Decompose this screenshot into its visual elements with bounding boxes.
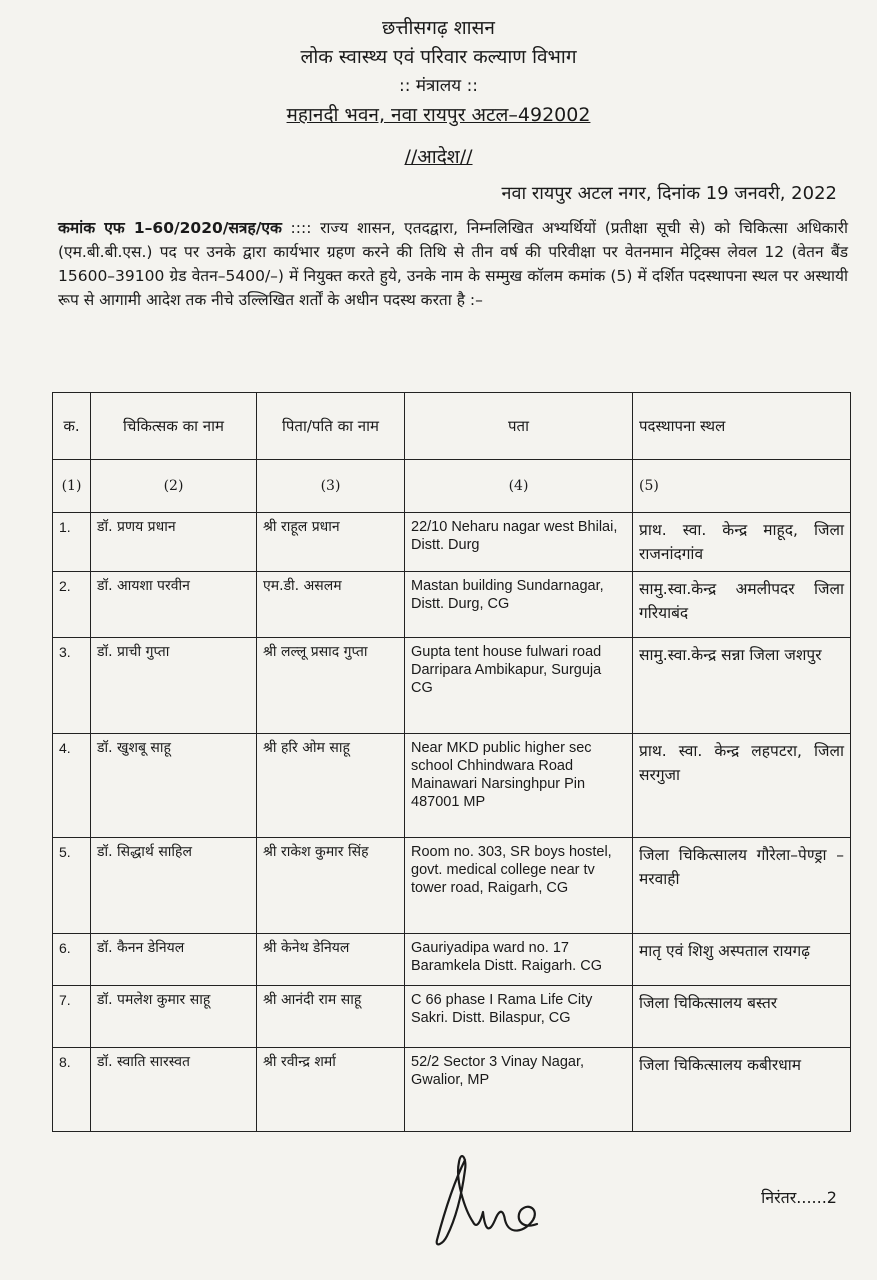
address-cell: Gauriyadipa ward no. 17 Baramkela Distt. Raigarh. CG xyxy=(405,934,633,986)
serial-number-cell: 6. xyxy=(53,934,91,986)
address-cell: Room no. 303, SR boys hostel, govt. medical college near tv tower road, Raigarh, CG xyxy=(405,838,633,934)
column-header: पता xyxy=(405,393,633,460)
address-cell: 22/10 Neharu nagar west Bhilai, Distt. Durg xyxy=(405,513,633,572)
doctor-name-cell: डॉ. कैनन डेनियल xyxy=(91,934,257,986)
address-cell: 52/2 Sector 3 Vinay Nagar, Gwalior, MP xyxy=(405,1048,633,1132)
parent-name-cell: श्री रवीन्द्र शर्मा xyxy=(257,1048,405,1132)
address-cell: Mastan building Sundarnagar, Distt. Durg, CG xyxy=(405,572,633,638)
order-dateline: नवा रायपुर अटल नगर, दिनांक 19 जनवरी, 2022 xyxy=(501,183,837,204)
parent-name-cell: श्री राहूल प्रधान xyxy=(257,513,405,572)
continued-note: निरंतर......2 xyxy=(761,1188,837,1207)
column-number: (2) xyxy=(91,460,257,513)
posting-place-cell: सामु.स्वा.केन्द्र अमलीपदर जिला गरियाबंद xyxy=(633,572,851,638)
order-number: कमांक एफ 1–60/2020/सत्रह/एक xyxy=(58,219,282,237)
doctor-name-cell: डॉ. खुशबू साहू xyxy=(91,734,257,838)
column-number: (4) xyxy=(405,460,633,513)
table-row xyxy=(53,638,851,734)
table-row xyxy=(53,934,851,986)
table-row xyxy=(53,572,851,638)
column-header: क. xyxy=(53,393,91,460)
serial-number-cell: 2. xyxy=(53,572,91,638)
parent-name-cell: एम.डी. असलम xyxy=(257,572,405,638)
parent-name-cell: श्री हरि ओम साहू xyxy=(257,734,405,838)
table-header-row xyxy=(53,393,851,460)
column-header: पिता/पति का नाम xyxy=(257,393,405,460)
table-row xyxy=(53,1048,851,1132)
posting-place-cell: जिला चिकित्सालय बस्तर xyxy=(633,986,851,1048)
doctor-name-cell: डॉ. प्राची गुप्ता xyxy=(91,638,257,734)
column-number-row xyxy=(53,460,851,513)
doctor-name-cell: डॉ. स्वाति सारस्वत xyxy=(91,1048,257,1132)
parent-name-cell: श्री आनंदी राम साहू xyxy=(257,986,405,1048)
posting-place-cell: प्राथ. स्वा. केन्द्र माहूद, जिला राजनांदगांव xyxy=(633,513,851,572)
table-row xyxy=(53,513,851,572)
posting-place-cell: सामु.स्वा.केन्द्र सन्ना जिला जशपुर xyxy=(633,638,851,734)
table-row xyxy=(53,838,851,934)
serial-number-cell: 1. xyxy=(53,513,91,572)
signature xyxy=(425,1140,545,1260)
posting-place-cell: जिला चिकित्सालय कबीरधाम xyxy=(633,1048,851,1132)
serial-number-cell: 4. xyxy=(53,734,91,838)
order-text: :::: राज्य शासन, एतदद्वारा, निम्नलिखित अभ्यर्थियों (प्रतीक्षा सूची से) को चिकित्सा अधिकारी (एम.बी.बी.एस.) पद पर उनके द्वारा कार्यभार ग्रहण करने की तिथि से तीन वर्ष की परिवीक्षा पर वेतनमान मेट्रिक्स लेवल 12 (वेतन बैंड 15600–39100 ग्रेड वेतन–5400/–) में नियुक्त करते हुये, उनके नाम के सम्मुख कॉलम कमांक (5) में दर्शित पदस्थापना स्थल पर अस्थायी रूप से आगामी आदेश तक नीचे उल्लिखित शर्तों के अधीन पदस्थ करता है :– xyxy=(58,219,849,309)
address-cell: Gupta tent house fulwari road Darripara Ambikapur, Surguja CG xyxy=(405,638,633,734)
department-heading: लोक स्वास्थ्य एवं परिवार कल्याण विभाग xyxy=(300,46,577,68)
parent-name-cell: श्री राकेश कुमार सिंह xyxy=(257,838,405,934)
column-header: पदस्थापना स्थल xyxy=(633,393,851,460)
serial-number-cell: 8. xyxy=(53,1048,91,1132)
doctor-name-cell: डॉ. प्रणय प्रधान xyxy=(91,513,257,572)
posting-place-cell: जिला चिकित्सालय गौरेला–पेण्ड्रा –मरवाही xyxy=(633,838,851,934)
order-title: //आदेश// xyxy=(404,146,473,168)
parent-name-cell: श्री लल्लू प्रसाद गुप्ता xyxy=(257,638,405,734)
table-row xyxy=(53,734,851,838)
serial-number-cell: 7. xyxy=(53,986,91,1048)
doctor-name-cell: डॉ. सिद्धार्थ साहिल xyxy=(91,838,257,934)
address-cell: C 66 phase I Rama Life City Sakri. Distt. Bilaspur, CG xyxy=(405,986,633,1048)
table-row xyxy=(53,986,851,1048)
ministry-heading: :: मंत्रालय :: xyxy=(398,76,479,96)
column-number: (5) xyxy=(633,460,851,513)
posting-place-cell: मातृ एवं शिशु अस्पताल रायगढ़ xyxy=(633,934,851,986)
column-header: चिकित्सक का नाम xyxy=(91,393,257,460)
column-number: (3) xyxy=(257,460,405,513)
appointment-table xyxy=(52,392,851,1132)
address-cell: Near MKD public higher sec school Chhindwara Road Mainawari Narsinghpur Pin 487001 MP xyxy=(405,734,633,838)
posting-place-cell: प्राथ. स्वा. केन्द्र लहपटरा, जिला सरगुजा xyxy=(633,734,851,838)
doctor-name-cell: डॉ. पमलेश कुमार साहू xyxy=(91,986,257,1048)
column-number: (1) xyxy=(53,460,91,513)
office-address: महानदी भवन, नवा रायपुर अटल–492002 xyxy=(286,104,591,126)
doctor-name-cell: डॉ. आयशा परवीन xyxy=(91,572,257,638)
government-heading: छत्तीसगढ़ शासन xyxy=(382,17,495,39)
parent-name-cell: श्री केनेथ डेनियल xyxy=(257,934,405,986)
serial-number-cell: 5. xyxy=(53,838,91,934)
order-paragraph xyxy=(58,216,848,312)
serial-number-cell: 3. xyxy=(53,638,91,734)
